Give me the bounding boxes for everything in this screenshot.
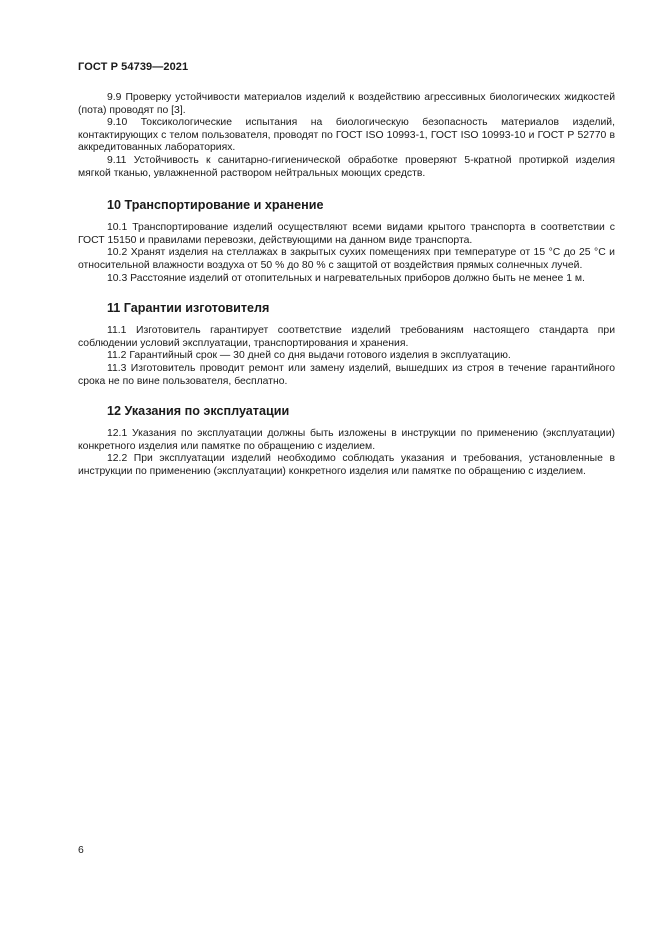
clause-10-2: 10.2 Хранят изделия на стеллажах в закрытых сухих помещениях при температуре от 15 °С до 25 °С и относительной влажности воздуха от 50 % до 80 % с защитой от воздействия прямых солнечных лучей. bbox=[78, 247, 615, 271]
document-header: ГОСТ Р 54739—2021 bbox=[78, 61, 189, 73]
clause-12-1: 12.1 Указания по эксплуатации должны быть изложены в инструкции по применению (эксплуатации) конкретного изделия или памятке по обращению с изделием. bbox=[78, 428, 615, 452]
clause-9-11: 9.11 Устойчивость к санитарно-гигиенической обработке проверяют 5-кратной протиркой изделия мягкой тканью, увлажненной раствором нейтральных моющих средств. bbox=[78, 154, 615, 179]
clause-9-9: 9.9 Проверку устойчивости материалов изделий к воздействию агрессивных биологических жидкостей (пота) проводят по [3]. bbox=[78, 92, 615, 116]
clause-10-1: 10.1 Транспортирование изделий осуществляют всеми видами крытого транспорта в соответствии с ГОСТ 15150 и правилами перевозки, действующими на данном виде транспорта. bbox=[78, 222, 615, 246]
document-body bbox=[78, 92, 615, 478]
clause-11-3: 11.3 Изготовитель проводит ремонт или замену изделий, вышедших из строя в течение гарантийного срока не по вине пользователя, бесплатно. bbox=[78, 362, 615, 387]
clause-12-2: 12.2 При эксплуатации изделий необходимо соблюдать указания и требования, установленные в инструкции по применению (эксплуатации) конкретного изделия или памятке по обращению с изделием. bbox=[78, 453, 615, 477]
clause-10-3: 10.3 Расстояние изделий от отопительных и нагревательных приборов должно быть не менее 1 м. bbox=[107, 272, 585, 284]
page-number: 6 bbox=[78, 845, 84, 856]
clause-11-2: 11.2 Гарантийный срок — 30 дней со дня выдачи готового изделия в эксплуатацию. bbox=[107, 350, 511, 362]
section-11-title: 11 Гарантии изготовителя bbox=[107, 301, 270, 316]
clause-11-1: 11.1 Изготовитель гарантирует соответствие изделий требованиям настоящего стандарта при соблюдении условий эксплуатации, транспортирования и хранения. bbox=[78, 325, 615, 349]
section-10-title: 10 Транспортирование и хранение bbox=[107, 198, 324, 213]
section-12-title: 12 Указания по эксплуатации bbox=[107, 404, 290, 419]
clause-9-10: 9.10 Токсикологические испытания на биологическую безопасность материалов изделий, контактирующих с телом пользователя, проводят по ГОСТ ISO 10993-1, ГОСТ ISO 10993-10 и ГОСТ Р 52770 в аккредитованных лабораториях. bbox=[78, 117, 615, 154]
